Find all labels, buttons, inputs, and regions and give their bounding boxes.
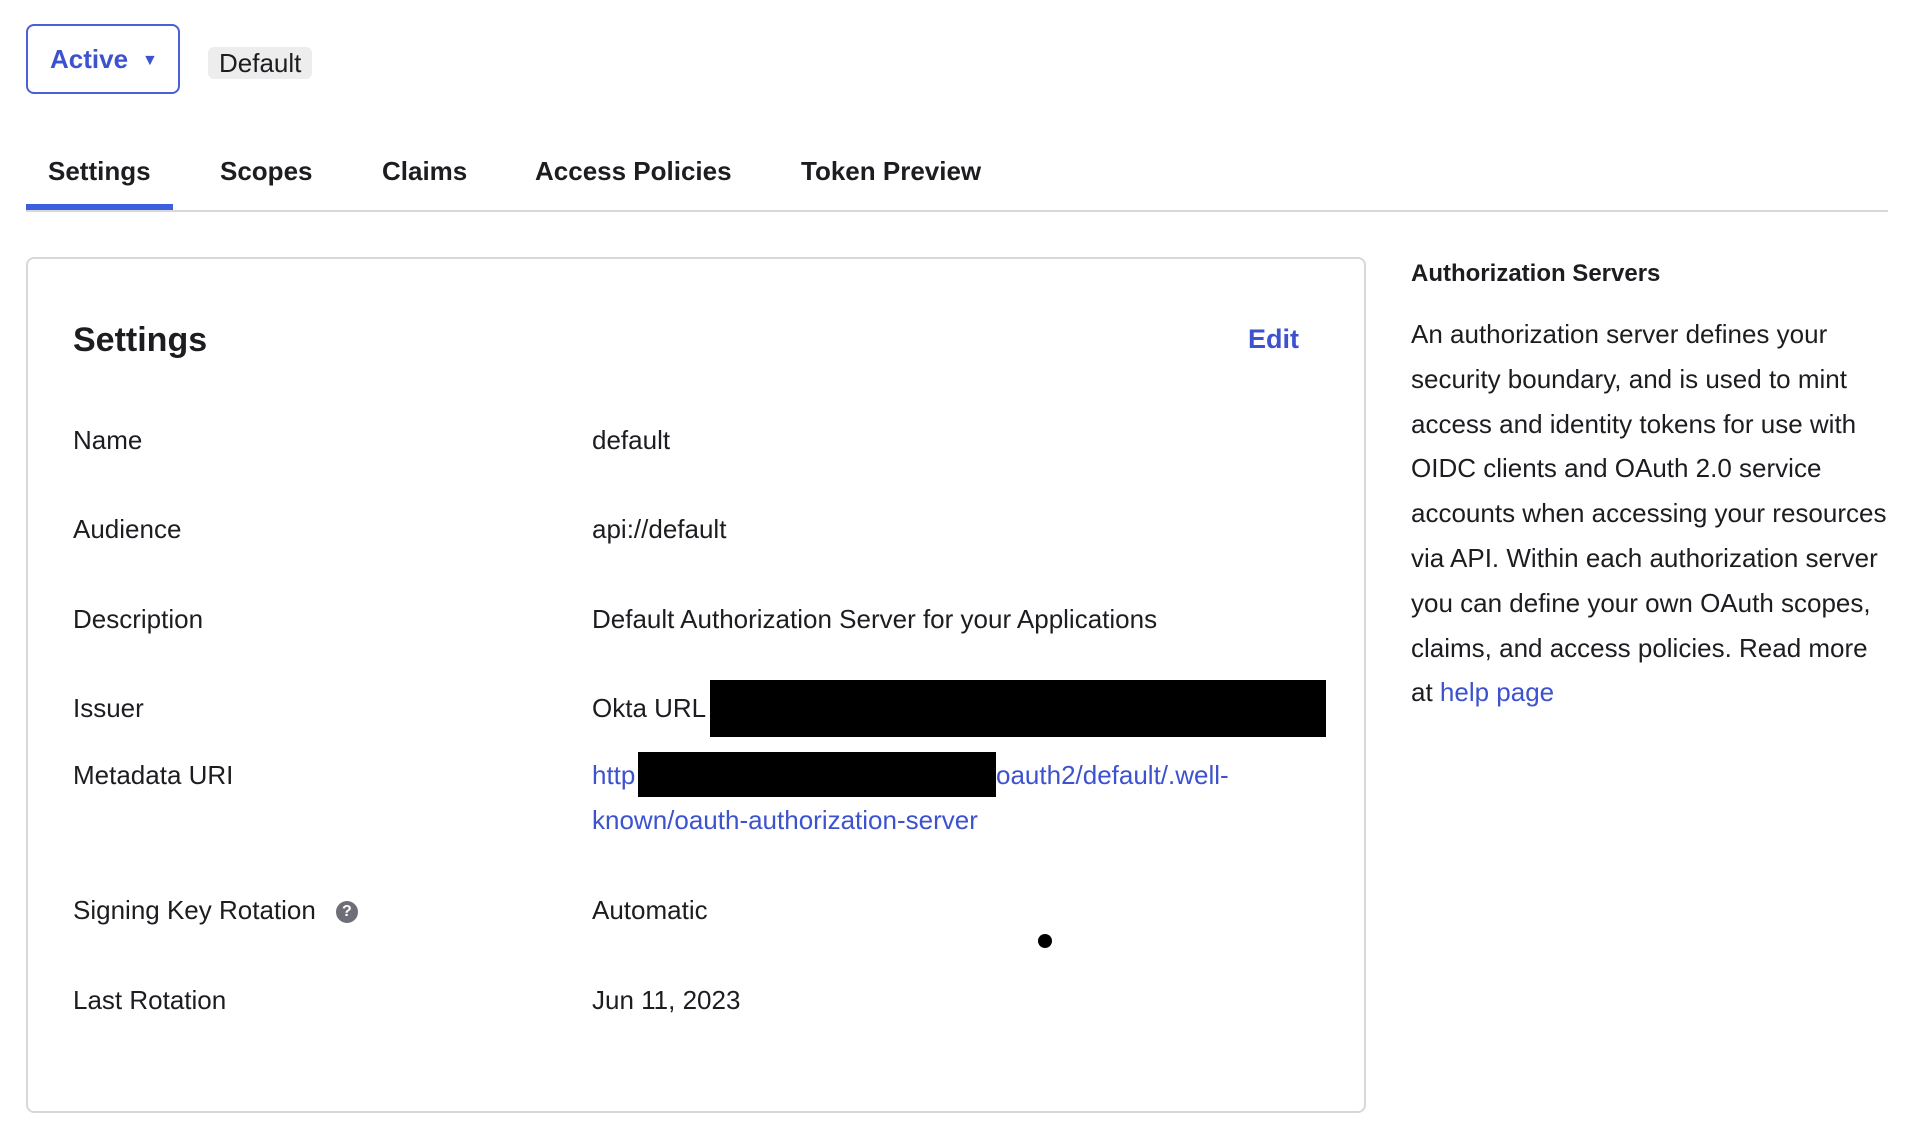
tab-settings[interactable]: Settings [26, 140, 173, 210]
sidebar-title: Authorization Servers [1411, 260, 1661, 287]
name-label: Name [73, 425, 143, 455]
settings-card [26, 257, 1366, 1113]
signing-key-rotation-value: Automatic [592, 895, 708, 925]
audience-value: api://default [592, 514, 727, 544]
tab-token-preview[interactable]: Token Preview [801, 156, 982, 186]
tab-scopes[interactable]: Scopes [220, 156, 313, 186]
issuer-label: Issuer [73, 693, 144, 723]
status-label: Active [50, 43, 129, 74]
cursor-dot [1038, 934, 1052, 948]
issuer-value: Okta URL [592, 693, 707, 723]
help-icon[interactable]: ? [336, 901, 358, 923]
metadata-uri-label: Metadata URI [73, 760, 234, 790]
name-value: default [592, 425, 671, 455]
card-title: Settings [73, 321, 208, 359]
sidebar-description [1411, 312, 1896, 715]
issuer-redaction [710, 680, 1326, 737]
metadata-uri-redaction [638, 752, 996, 797]
signing-key-rotation-label-row [73, 895, 358, 926]
sidebar-body-text: An authorization server defines your security boundary, and is used to mint access and identity tokens for use with OIDC clients and OAuth 2.0 service accounts when accessing your resources via API. Within each authorization server you can define your own OAuth scopes, claims, and access policies. Read more at [1411, 319, 1887, 708]
audience-label: Audience [73, 514, 182, 544]
metadata-uri-link-line2[interactable]: known/oauth-authorization-server [592, 805, 978, 835]
tab-claims[interactable]: Claims [382, 156, 468, 186]
edit-button[interactable]: Edit [1248, 324, 1299, 354]
default-badge: Default [208, 47, 312, 79]
help-page-link[interactable]: help page [1439, 677, 1555, 708]
signing-key-rotation-label: Signing Key Rotation [73, 895, 316, 925]
last-rotation-label: Last Rotation [73, 985, 227, 1015]
caret-down-icon: ▼ [142, 51, 158, 69]
metadata-uri-link-path[interactable]: oauth2/default/.well- [996, 760, 1229, 790]
tab-bar [26, 140, 1888, 212]
description-label: Description [73, 604, 204, 634]
last-rotation-value: Jun 11, 2023 [592, 985, 741, 1015]
status-dropdown-button[interactable] [26, 24, 180, 94]
description-value: Default Authorization Server for your Applications [592, 604, 1158, 634]
tab-access-policies[interactable]: Access Policies [535, 156, 732, 186]
metadata-uri-link-start[interactable]: http [592, 760, 636, 790]
